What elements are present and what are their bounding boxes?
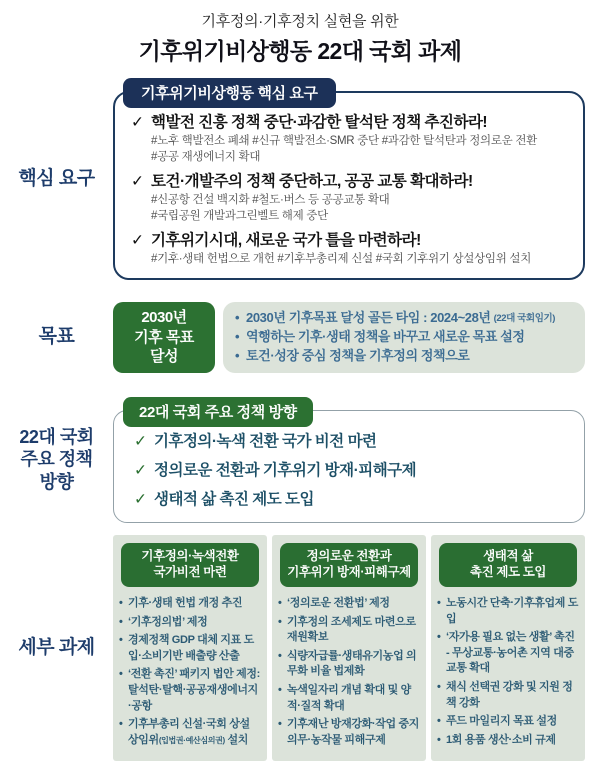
bullet-icon: • xyxy=(119,615,123,628)
bullet-icon: • xyxy=(119,668,123,681)
bullet-icon: • xyxy=(437,733,441,746)
column-title-line: 촉진 제도 도입 xyxy=(469,565,547,580)
task-text-part: 기후부총리 신설·국회 상설 상임위 xyxy=(128,718,250,746)
side-label-core-demands: 핵심 요구 xyxy=(18,168,95,190)
column-title-line: 기후위기 방재·피해구제 xyxy=(287,565,411,580)
demand-hashtags xyxy=(151,134,571,165)
policy-item xyxy=(134,461,570,481)
demand-hashtags xyxy=(151,193,571,224)
bullet-icon: • xyxy=(278,615,282,628)
check-icon: ✓ xyxy=(134,461,147,479)
goal-bullet-note: (22대 국회임기) xyxy=(493,312,556,324)
bullet-icon: • xyxy=(235,347,240,363)
demand-heading xyxy=(131,113,571,133)
policy-item xyxy=(134,490,570,510)
policy-directions-box xyxy=(113,410,585,523)
task-item xyxy=(437,714,579,730)
hashtag-line: #기후·생태 헌법으로 개헌 #기후부총리제 신설 #국회 기후위기 상설상임위 설치 xyxy=(151,253,532,266)
side-label-detailed-tasks: 세부 과제 xyxy=(18,637,95,659)
task-text: 푸드 마일리지 목표 설정 xyxy=(446,715,557,728)
task-item xyxy=(119,615,261,631)
bullet-icon: • xyxy=(437,681,441,693)
task-text: 경제정책 GDP 대체 지표 도입·소비기반 배출량 산출 xyxy=(128,634,254,662)
bullet-icon: • xyxy=(119,718,123,731)
task-text: 채식 선택권 강화 및 지원 정책 강화 xyxy=(446,681,573,709)
goal-badge-line: 2030년 xyxy=(141,309,187,327)
side-label-line: 주요 정책 xyxy=(20,449,93,470)
task-item xyxy=(278,615,420,646)
bullet-icon: • xyxy=(235,310,240,325)
column-title-line: 기후정의·녹색전환 xyxy=(141,548,239,563)
demand-item xyxy=(131,113,571,165)
hashtag-line: #노후 핵발전소 폐쇄 #신규 핵발전소·SMR 중단 #과감한 탈석탄과 정의로운 전환 xyxy=(151,135,537,148)
column-title-line: 정의로운 전환과 xyxy=(306,548,392,563)
bullet-icon: • xyxy=(437,596,441,609)
column-title-line: 국가비전 마련 xyxy=(153,565,227,580)
section-detailed-tasks xyxy=(0,535,585,761)
demand-heading-text: 기후위기시대, 새로운 국가 틀을 마련하라! xyxy=(151,232,421,250)
task-item xyxy=(278,717,420,748)
bullet-icon: • xyxy=(278,718,282,731)
side-label-policy-directions xyxy=(0,426,113,494)
task-text: 식량자급률·생태유기농업 의무화 비율 법제화 xyxy=(287,649,417,678)
task-list xyxy=(119,596,261,748)
bullet-icon: • xyxy=(278,684,282,696)
hashtag-line: #국립공원 개발과그린벨트 해제 중단 xyxy=(151,209,328,222)
goal-bullets-box xyxy=(223,302,585,373)
bullet-icon: • xyxy=(278,596,282,609)
task-item xyxy=(119,596,261,612)
hashtag-line: #신공항 건설 백지화 #철도·버스 등 공공교통 확대 xyxy=(151,194,390,207)
goal-bullet-text: 토건·성장 중심 정책을 기후정의 정책으로 xyxy=(246,347,470,363)
task-text-note: (입법권·예산심의권) xyxy=(158,735,225,745)
bullet-icon: • xyxy=(437,631,441,644)
task-column-header xyxy=(439,543,577,587)
policy-item-text: 기후정의·녹색 전환 국가 비전 마련 xyxy=(154,432,377,450)
task-item xyxy=(278,683,420,714)
task-item xyxy=(278,596,420,612)
check-icon: ✓ xyxy=(131,173,144,191)
core-demands-box xyxy=(113,91,585,280)
task-text: 녹색일자리 개념 확대 및 양적·질적 확대 xyxy=(287,684,411,712)
page-subtitle: 기후정의·기후정치 실현을 위한 xyxy=(201,13,399,30)
goal-bullet-text: 2030년 기후목표 달성 골든 타임 : 2024~28년 xyxy=(246,310,491,325)
demand-hashtags xyxy=(151,252,571,268)
task-item xyxy=(437,630,579,677)
task-item xyxy=(119,667,261,714)
task-columns xyxy=(113,535,585,761)
task-text: ‘자가용 필요 없는 생활’ 촉진 - 무상교통·농어촌 지역 대중교통 확대 xyxy=(446,631,575,675)
policy-item-text: 생태적 삶 촉진 제도 도입 xyxy=(154,490,314,508)
task-text: ‘기후정의법’ 제정 xyxy=(128,615,208,628)
side-label-goal: 목표 xyxy=(38,326,75,348)
task-list xyxy=(278,596,420,748)
check-icon: ✓ xyxy=(134,432,147,450)
task-item xyxy=(437,596,579,627)
goal-bullet-text: 역행하는 기후·생태 정책을 바꾸고 새로운 목표 설정 xyxy=(246,328,525,344)
check-icon: ✓ xyxy=(131,114,144,131)
task-item xyxy=(437,680,579,711)
policy-directions-badge: 22대 국회 주요 정책 방향 xyxy=(123,397,313,427)
task-text xyxy=(128,717,261,748)
task-item xyxy=(119,717,261,748)
page-title: 기후위기비상행동 22대 국회 과제 xyxy=(138,38,462,64)
policy-item-text: 정의로운 전환과 기후위기 방재·피해구제 xyxy=(154,461,417,479)
demand-heading-text: 토건·개발주의 정책 중단하고, 공공 교통 확대하라! xyxy=(151,173,473,191)
column-title-line: 생태적 삶 xyxy=(483,548,533,563)
task-list xyxy=(437,596,579,748)
goal-badge-line: 달성 xyxy=(150,347,178,365)
demand-heading-text: 핵발전 진흥 정책 중단·과감한 탈석탄 정책 추진하라! xyxy=(151,114,488,131)
bullet-icon: • xyxy=(437,715,441,728)
goal-bullet xyxy=(235,347,575,366)
task-item xyxy=(278,649,420,680)
task-item xyxy=(119,633,261,664)
hashtag-line: #공공 재생에너지 확대 xyxy=(151,150,261,163)
task-column-ecological-life xyxy=(431,535,585,761)
bullet-icon: • xyxy=(278,649,282,662)
task-text-part: 설치 xyxy=(224,733,249,746)
header xyxy=(0,10,585,66)
demand-heading xyxy=(131,231,571,251)
task-text: ‘전환 촉진’ 패키지 법안 제정: 탈석탄·탈핵·공공재생에너지·공항 xyxy=(128,668,260,712)
task-text: 기후재난 방재강화·작업 중지의무·농작물 피해구제 xyxy=(287,718,420,746)
side-label-line: 방향 xyxy=(39,471,74,492)
bullet-icon: • xyxy=(119,634,123,647)
task-text: 기후정의 조세제도 마련으로 재원확보 xyxy=(287,615,416,644)
goal-badge-line: 기후 목표 xyxy=(134,328,194,346)
section-goal xyxy=(0,302,585,373)
core-demands-container xyxy=(113,78,585,280)
section-policy-directions xyxy=(0,397,585,523)
core-demands-badge: 기후위기비상행동 핵심 요구 xyxy=(123,78,336,108)
policy-container xyxy=(113,397,585,523)
goal-container xyxy=(113,302,585,373)
task-column-header xyxy=(121,543,259,587)
policy-item xyxy=(134,432,570,452)
section-core-demands xyxy=(0,78,585,280)
task-column-header xyxy=(280,543,418,587)
goal-green-badge xyxy=(113,302,215,373)
task-text: 기후·생태 헌법 개정 추진 xyxy=(128,596,243,609)
bullet-icon: • xyxy=(235,328,240,344)
task-text: 노동시간 단축·기후휴업제 도입 xyxy=(446,596,579,625)
side-label-line: 22대 국회 xyxy=(19,426,94,447)
task-column-vision xyxy=(113,535,267,761)
goal-bullet xyxy=(235,309,575,328)
check-icon: ✓ xyxy=(131,232,144,250)
bullet-icon: • xyxy=(119,596,123,609)
check-icon: ✓ xyxy=(134,490,147,508)
task-text: 1회 용품 생산·소비 규제 xyxy=(446,733,556,746)
task-text: ‘정의로운 전환법’ 제정 xyxy=(287,596,390,609)
demand-item xyxy=(131,231,571,268)
task-column-transition xyxy=(272,535,426,761)
goal-bullet xyxy=(235,328,575,347)
demand-heading xyxy=(131,172,571,192)
demand-item xyxy=(131,172,571,224)
